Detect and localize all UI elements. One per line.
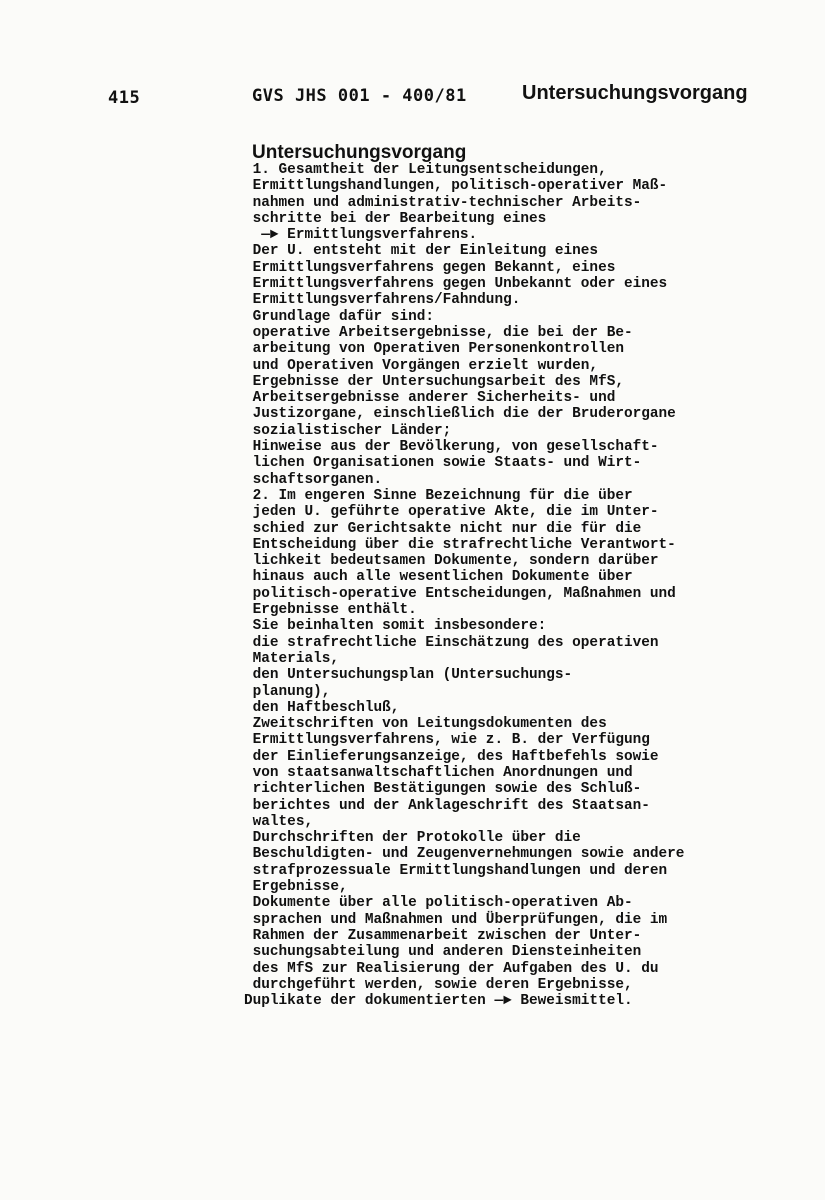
body-line: schaftsorganen. (244, 471, 383, 488)
body-line: Arbeitsergebnisse anderer Sicherheits- und (244, 390, 616, 407)
body-line: Entscheidung über die strafrechtliche Verantwort- (244, 536, 676, 553)
body-line: Sie beinhalten somit insbesondere: (244, 618, 547, 635)
body-line: suchungsabteilung und anderen Diensteinheiten (244, 944, 642, 961)
body-line: die strafrechtliche Einschätzung des operativen (244, 634, 659, 651)
body-line: Grundlage dafür sind: (244, 308, 434, 325)
page-number: 415 (108, 88, 141, 108)
body-line: sozialistischer Länder; (244, 422, 452, 439)
body-line: den Untersuchungsplan (Untersuchungs- (244, 667, 573, 684)
body-line: Hinweise aus der Bevölkerung, von gesellschaft- (244, 439, 659, 456)
body-line: Duplikate der dokumentierten —► Beweismittel. (244, 993, 633, 1010)
body-line: Ergebnisse der Untersuchungsarbeit des MfS, (244, 373, 624, 390)
body-line: Rahmen der Zusammenarbeit zwischen der Unter- (244, 927, 642, 944)
body-line: Ermittlungsverfahrens gegen Unbekannt oder eines (244, 276, 668, 293)
body-line: von staatsanwaltschaftlichen Anordnungen und (244, 764, 633, 781)
body-line: Ermittlungsverfahrens, wie z. B. der Verfügung (244, 732, 650, 749)
body-line: Dokumente über alle politisch-operativen Ab- (244, 895, 633, 912)
body-line: planung), (244, 683, 331, 700)
body-line: waltes, (244, 813, 314, 830)
body-line: durchgeführt werden, sowie deren Ergebnisse, (244, 976, 633, 993)
body-line: Beschuldigten- und Zeugenvernehmungen sowie andere (244, 846, 685, 863)
body-line: Justizorgane, einschließlich die der Bruderorgane (244, 406, 676, 423)
body-line: 1. Gesamtheit der Leitungsentscheidungen, (244, 162, 607, 178)
body-line: —► Ermittlungsverfahrens. (244, 227, 478, 244)
body-line: Durchschriften der Protokolle über die (244, 830, 581, 847)
body-line: schied zur Gerichtsakte nicht nur die für die (244, 520, 642, 537)
body-line: operative Arbeitsergebnisse, die bei der Be- (244, 324, 633, 341)
body-line: des MfS zur Realisierung der Aufgaben des U. du (244, 960, 659, 977)
body-line: lichen Organisationen sowie Staats- und Wirt- (244, 455, 642, 472)
body-line: Der U. entsteht mit der Einleitung eines (244, 243, 599, 260)
document-reference: GVS JHS 001 - 400/81 (252, 86, 467, 106)
body-line: Zweitschriften von Leitungsdokumenten des (244, 716, 607, 733)
body-line: politisch-operative Entscheidungen, Maßnahmen und (244, 585, 676, 602)
body-line: der Einlieferungsanzeige, des Haftbefehls sowie (244, 748, 659, 765)
body-line: berichtes und der Anklageschrift des Staatsan- (244, 797, 650, 814)
running-header-title: Untersuchungsvorgang (522, 82, 748, 104)
body-line: jeden U. geführte operative Akte, die im Unter- (244, 504, 659, 521)
body-line: strafprozessuale Ermittlungshandlungen und deren (244, 862, 668, 879)
entry-title: Untersuchungsvorgang (252, 142, 467, 163)
entry-body (244, 162, 804, 1009)
body-line: Ermittlungsverfahrens gegen Bekannt, eines (244, 259, 616, 276)
body-line: 2. Im engeren Sinne Bezeichnung für die über (244, 487, 633, 504)
body-line: schritte bei der Bearbeitung eines (244, 210, 547, 227)
body-line: lichkeit bedeutsamen Dokumente, sondern darüber (244, 553, 659, 570)
body-line: Ermittlungshandlungen, politisch-operativer Maß- (244, 178, 668, 195)
body-line: sprachen und Maßnahmen und Überprüfungen, die im (244, 911, 668, 928)
body-line: den Haftbeschluß, (244, 699, 400, 716)
body-line: Ermittlungsverfahrens/Fahndung. (244, 292, 521, 309)
body-line: arbeitung von Operativen Personenkontrollen (244, 341, 624, 358)
body-line: richterlichen Bestätigungen sowie des Schluß- (244, 781, 642, 798)
body-line: Materials, (244, 650, 339, 667)
body-line: und Operativen Vorgängen erzielt wurden, (244, 357, 599, 374)
body-line: Ergebnisse enthält. (244, 602, 417, 619)
body-line: hinaus auch alle wesentlichen Dokumente über (244, 569, 633, 586)
body-line: Ergebnisse, (244, 879, 348, 896)
body-line: nahmen und administrativ-technischer Arbeits- (244, 194, 642, 211)
